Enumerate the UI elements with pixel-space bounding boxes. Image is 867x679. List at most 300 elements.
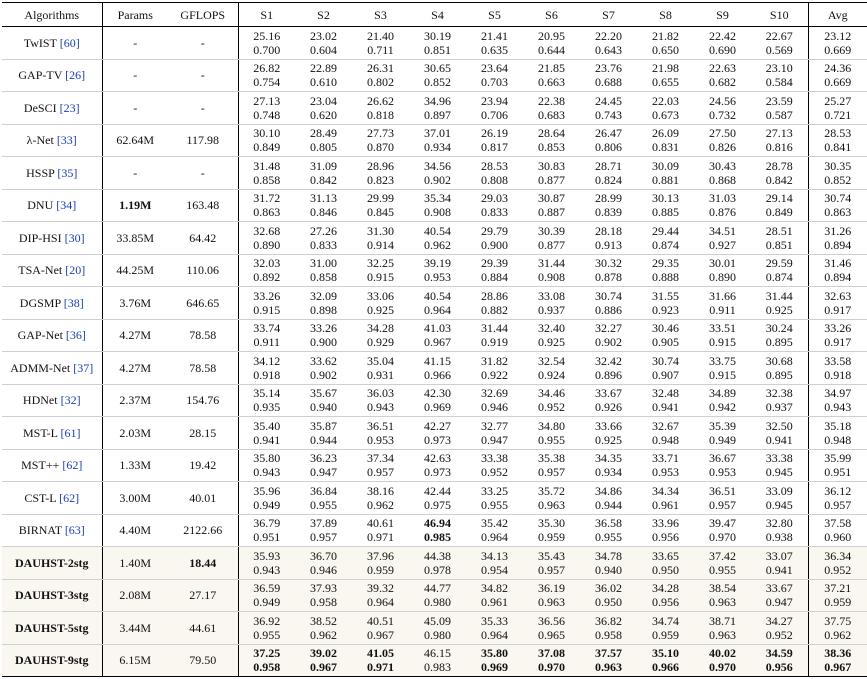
ssim-value: 0.888	[652, 270, 679, 285]
metric-cell	[466, 189, 523, 222]
metric-cell	[808, 547, 867, 580]
metric-cell	[808, 644, 867, 677]
psnr-value: 35.43	[538, 548, 565, 563]
psnr-value: 32.54	[538, 353, 565, 368]
algorithm-name: λ-Net	[26, 133, 54, 148]
algorithm-name: BIRNAT	[18, 523, 62, 538]
psnr-value: 36.12	[824, 483, 852, 498]
psnr-value: 41.05	[367, 646, 394, 661]
ssim-value: 0.985	[424, 530, 451, 545]
psnr-value: 34.78	[595, 548, 622, 563]
ssim-value: 0.917	[824, 302, 852, 317]
metric-cell	[637, 579, 694, 612]
psnr-value: 33.75	[709, 353, 736, 368]
psnr-value: 30.19	[424, 28, 451, 43]
metric-cell	[352, 514, 409, 547]
psnr-value: 35.67	[310, 386, 337, 401]
psnr-value: 31.82	[481, 353, 508, 368]
psnr-value: 29.14	[765, 191, 793, 206]
ssim-value: 0.721	[824, 107, 852, 122]
metric-cell	[409, 27, 466, 60]
psnr-value: 33.62	[310, 353, 337, 368]
ssim-value: 0.833	[481, 205, 508, 220]
ssim-value: 0.958	[310, 595, 337, 610]
psnr-value: 33.38	[481, 451, 508, 466]
ssim-value: 0.980	[424, 627, 451, 642]
citation-link[interactable]: [38]	[63, 295, 84, 310]
ssim-value: 0.802	[367, 75, 394, 90]
ssim-value: 0.732	[709, 107, 736, 122]
metric-cell	[409, 124, 466, 157]
algorithm-name: DeSCI	[23, 100, 57, 115]
ssim-value: 0.635	[481, 42, 508, 57]
ssim-value: 0.971	[367, 660, 394, 675]
ssim-value: 0.937	[538, 302, 565, 317]
ssim-value: 0.926	[595, 400, 622, 415]
citation-link[interactable]: [37]	[73, 360, 94, 375]
psnr-value: 31.55	[652, 288, 679, 303]
citation-link[interactable]: [62]	[62, 458, 83, 473]
psnr-value: 33.74	[253, 321, 281, 336]
psnr-value: 26.82	[253, 61, 281, 76]
params-cell: 4.27M	[102, 319, 168, 352]
ssim-value: 0.805	[310, 140, 337, 155]
metric-cell	[409, 417, 466, 450]
ssim-value: 0.947	[310, 465, 337, 480]
psnr-value: 35.38	[538, 451, 565, 466]
ssim-value: 0.950	[595, 595, 622, 610]
metric-cell	[751, 27, 808, 60]
citation-link[interactable]: [63]	[64, 523, 85, 538]
psnr-value: 36.82	[595, 613, 622, 628]
ssim-value: 0.711	[367, 42, 394, 57]
metric-cell	[580, 59, 637, 92]
psnr-value: 34.13	[481, 548, 508, 563]
metric-cell	[295, 92, 352, 125]
metric-cell	[409, 92, 466, 125]
metric-cell	[637, 319, 694, 352]
ssim-value: 0.817	[481, 140, 508, 155]
algorithm-name-cell	[2, 644, 102, 677]
ssim-value: 0.951	[253, 530, 281, 545]
metric-cell	[694, 579, 751, 612]
column-header: Params	[102, 3, 168, 27]
ssim-value: 0.955	[595, 530, 622, 545]
metric-cell	[466, 352, 523, 385]
ssim-value: 0.823	[367, 172, 394, 187]
psnr-value: 37.75	[824, 613, 852, 628]
metric-cell	[295, 319, 352, 352]
metric-cell	[238, 124, 295, 157]
metric-cell	[409, 547, 466, 580]
metric-cell	[694, 92, 751, 125]
psnr-value: 36.84	[310, 483, 337, 498]
metric-cell	[751, 222, 808, 255]
psnr-value: 28.53	[824, 126, 852, 141]
psnr-value: 30.65	[424, 61, 451, 76]
citation-link[interactable]: [35]	[57, 165, 78, 180]
psnr-value: 31.13	[310, 191, 337, 206]
metric-cell	[694, 59, 751, 92]
metric-cell	[523, 319, 580, 352]
metric-cell	[295, 449, 352, 482]
metric-cell	[466, 547, 523, 580]
ssim-value: 0.918	[824, 367, 852, 382]
ssim-value: 0.890	[253, 237, 281, 252]
ssim-value: 0.569	[765, 42, 793, 57]
citation-link[interactable]: [32]	[60, 393, 81, 408]
metric-cell	[751, 417, 808, 450]
metric-cell	[409, 59, 466, 92]
metric-cell	[580, 352, 637, 385]
gflops-cell: 646.65	[168, 287, 238, 320]
ssim-value: 0.845	[367, 205, 394, 220]
gflops-cell: 18.44	[168, 547, 238, 580]
table-row	[2, 514, 867, 547]
psnr-value: 38.16	[367, 483, 394, 498]
ssim-value: 0.808	[481, 172, 508, 187]
psnr-value: 35.96	[253, 483, 281, 498]
psnr-value: 32.63	[824, 288, 852, 303]
ssim-value: 0.964	[367, 595, 394, 610]
psnr-value: 34.96	[424, 93, 451, 108]
ssim-value: 0.902	[424, 172, 451, 187]
ssim-value: 0.842	[310, 172, 337, 187]
ssim-value: 0.908	[424, 205, 451, 220]
psnr-value: 37.21	[824, 581, 852, 596]
metric-cell	[409, 482, 466, 515]
ssim-value: 0.952	[824, 562, 852, 577]
metric-cell	[751, 124, 808, 157]
ssim-value: 0.895	[765, 335, 793, 350]
params-cell: 33.85M	[102, 222, 168, 255]
ssim-value: 0.824	[595, 172, 622, 187]
psnr-value: 36.59	[253, 581, 281, 596]
psnr-value: 34.74	[652, 613, 679, 628]
psnr-value: 34.12	[253, 353, 281, 368]
metric-cell	[808, 124, 867, 157]
ssim-value: 0.923	[652, 302, 679, 317]
metric-cell	[808, 27, 867, 60]
psnr-value: 22.89	[310, 61, 337, 76]
metric-cell	[580, 92, 637, 125]
ssim-value: 0.915	[709, 367, 736, 382]
metric-cell	[637, 157, 694, 190]
psnr-value: 40.54	[424, 288, 451, 303]
ssim-value: 0.943	[253, 562, 281, 577]
metric-cell	[295, 222, 352, 255]
psnr-value: 35.40	[253, 418, 281, 433]
algorithm-name: CST-L	[24, 490, 57, 505]
algorithm-name: MST-L	[23, 425, 58, 440]
ssim-value: 0.959	[538, 530, 565, 545]
ssim-value: 0.907	[652, 367, 679, 382]
metric-cell	[637, 124, 694, 157]
metric-cell	[580, 417, 637, 450]
psnr-value: 27.13	[253, 93, 281, 108]
psnr-value: 36.92	[253, 613, 281, 628]
psnr-value: 34.51	[709, 223, 736, 238]
citation-link[interactable]: [60]	[59, 35, 80, 50]
gflops-cell: 44.61	[168, 612, 238, 645]
ssim-value: 0.948	[824, 432, 852, 447]
metric-cell	[523, 157, 580, 190]
psnr-value: 34.28	[367, 321, 394, 336]
metric-cell	[352, 352, 409, 385]
params-cell: 6.15M	[102, 644, 168, 677]
metric-cell	[409, 579, 466, 612]
psnr-value: 35.42	[481, 516, 508, 531]
ssim-value: 0.849	[253, 140, 281, 155]
psnr-value: 22.67	[765, 28, 793, 43]
ssim-value: 0.943	[253, 465, 281, 480]
psnr-value: 46.94	[424, 516, 451, 531]
psnr-value: 38.71	[709, 613, 736, 628]
psnr-value: 45.09	[424, 613, 451, 628]
metric-cell	[409, 189, 466, 222]
algorithm-name-cell	[2, 384, 102, 417]
metric-cell	[523, 644, 580, 677]
table-row	[2, 92, 867, 125]
table-row	[2, 384, 867, 417]
psnr-value: 23.94	[481, 93, 508, 108]
metric-cell	[580, 222, 637, 255]
metric-cell	[808, 189, 867, 222]
psnr-value: 34.86	[595, 483, 622, 498]
metric-cell	[466, 449, 523, 482]
ssim-value: 0.959	[652, 627, 679, 642]
metric-cell	[295, 254, 352, 287]
ssim-value: 0.900	[481, 237, 508, 252]
citation-link[interactable]: [36]	[65, 328, 86, 343]
ssim-value: 0.967	[310, 660, 337, 675]
ssim-value: 0.650	[652, 42, 679, 57]
ssim-value: 0.956	[765, 660, 793, 675]
algorithm-name: TSA-Net	[18, 263, 63, 278]
ssim-value: 0.853	[538, 140, 565, 155]
ssim-value: 0.902	[310, 367, 337, 382]
ssim-value: 0.885	[652, 205, 679, 220]
citation-link[interactable]: [61]	[60, 425, 81, 440]
params-cell: 3.44M	[102, 612, 168, 645]
metric-cell	[523, 612, 580, 645]
ssim-value: 0.941	[253, 432, 281, 447]
ssim-value: 0.918	[253, 367, 281, 382]
ssim-value: 0.587	[765, 107, 793, 122]
ssim-value: 0.947	[481, 432, 508, 447]
psnr-value: 32.50	[765, 418, 793, 433]
psnr-value: 37.93	[310, 581, 337, 596]
algorithm-name: MST++	[21, 458, 60, 473]
ssim-value: 0.818	[367, 107, 394, 122]
metric-cell	[238, 59, 295, 92]
ssim-value: 0.874	[765, 270, 793, 285]
metric-cell	[808, 417, 867, 450]
psnr-value: 33.26	[253, 288, 281, 303]
metric-cell	[409, 319, 466, 352]
column-header: S7	[580, 3, 637, 27]
citation-link[interactable]: [20]	[65, 263, 86, 278]
metric-cell	[352, 612, 409, 645]
metric-cell	[295, 482, 352, 515]
column-header: Algorithms	[2, 3, 102, 27]
ssim-value: 0.957	[538, 562, 565, 577]
citation-link[interactable]: [23]	[59, 100, 80, 115]
ssim-value: 0.963	[709, 627, 736, 642]
ssim-value: 0.881	[652, 172, 679, 187]
params-cell: -	[102, 59, 168, 92]
metric-cell	[580, 254, 637, 287]
psnr-value: 36.67	[709, 451, 736, 466]
ssim-value: 0.955	[709, 562, 736, 577]
psnr-value: 21.40	[367, 28, 394, 43]
ssim-value: 0.934	[424, 140, 451, 155]
psnr-value: 22.63	[709, 61, 736, 76]
ssim-value: 0.898	[310, 302, 337, 317]
ssim-value: 0.842	[765, 172, 793, 187]
psnr-value: 34.28	[652, 581, 679, 596]
table-row	[2, 287, 867, 320]
metric-cell	[238, 352, 295, 385]
metric-cell	[808, 579, 867, 612]
psnr-value: 20.95	[538, 28, 565, 43]
metric-cell	[694, 449, 751, 482]
ssim-value: 0.957	[824, 497, 852, 512]
ssim-value: 0.946	[310, 562, 337, 577]
metric-cell	[694, 514, 751, 547]
ssim-value: 0.673	[652, 107, 679, 122]
metric-cell	[580, 514, 637, 547]
psnr-value: 31.09	[310, 158, 337, 173]
column-header: S1	[238, 3, 295, 27]
psnr-value: 35.80	[481, 646, 508, 661]
psnr-value: 32.38	[765, 386, 793, 401]
metric-cell	[751, 384, 808, 417]
metric-cell	[238, 287, 295, 320]
ssim-value: 0.983	[424, 660, 451, 675]
ssim-value: 0.877	[538, 237, 565, 252]
ssim-value: 0.964	[481, 627, 508, 642]
metric-cell	[808, 319, 867, 352]
psnr-value: 21.82	[652, 28, 679, 43]
algorithm-name-cell	[2, 417, 102, 450]
ssim-value: 0.858	[253, 172, 281, 187]
ssim-value: 0.944	[310, 432, 337, 447]
ssim-value: 0.973	[424, 432, 451, 447]
metric-cell	[580, 482, 637, 515]
ssim-value: 0.894	[824, 237, 852, 252]
column-header: S10	[751, 3, 808, 27]
metric-cell	[238, 189, 295, 222]
psnr-value: 33.07	[765, 548, 793, 563]
psnr-value: 36.51	[367, 418, 394, 433]
ssim-value: 0.957	[310, 530, 337, 545]
metric-cell	[238, 157, 295, 190]
metric-cell	[580, 449, 637, 482]
citation-link[interactable]: [30]	[64, 230, 85, 245]
metric-cell	[580, 644, 637, 677]
ssim-value: 0.663	[538, 75, 565, 90]
ssim-value: 0.688	[595, 75, 622, 90]
ssim-value: 0.955	[481, 497, 508, 512]
metric-cell	[523, 579, 580, 612]
ssim-value: 0.953	[709, 465, 736, 480]
citation-link[interactable]: [33]	[56, 133, 77, 148]
psnr-value: 35.93	[253, 548, 281, 563]
metric-cell	[466, 124, 523, 157]
metric-cell	[694, 352, 751, 385]
metric-cell	[409, 352, 466, 385]
ssim-value: 0.852	[824, 172, 852, 187]
metric-cell	[352, 417, 409, 450]
ssim-value: 0.949	[253, 595, 281, 610]
ssim-value: 0.849	[765, 205, 793, 220]
psnr-value: 35.34	[424, 191, 451, 206]
psnr-value: 28.18	[595, 223, 622, 238]
psnr-value: 35.10	[652, 646, 679, 661]
results-table-container	[2, 2, 865, 677]
algorithm-name: DAUHST-3stg	[14, 588, 89, 603]
ssim-value: 0.975	[424, 497, 451, 512]
psnr-value: 34.89	[709, 386, 736, 401]
ssim-value: 0.669	[824, 75, 852, 90]
ssim-value: 0.610	[310, 75, 337, 90]
metric-cell	[751, 319, 808, 352]
metric-cell	[238, 482, 295, 515]
ssim-value: 0.956	[652, 530, 679, 545]
metric-cell	[238, 547, 295, 580]
metric-cell	[238, 514, 295, 547]
algorithm-name: ADMM-Net	[10, 360, 71, 375]
metric-cell	[808, 514, 867, 547]
metric-cell	[694, 189, 751, 222]
citation-link[interactable]: [62]	[59, 490, 80, 505]
psnr-value: 35.80	[253, 451, 281, 466]
metric-cell	[637, 287, 694, 320]
params-cell: 4.27M	[102, 352, 168, 385]
ssim-value: 0.816	[765, 140, 793, 155]
ssim-value: 0.952	[765, 627, 793, 642]
ssim-value: 0.967	[424, 335, 451, 350]
psnr-value: 31.48	[253, 158, 281, 173]
ssim-value: 0.955	[310, 497, 337, 512]
citation-link[interactable]: [34]	[56, 198, 77, 213]
ssim-value: 0.908	[538, 270, 565, 285]
metric-cell	[523, 514, 580, 547]
metric-cell	[295, 352, 352, 385]
psnr-value: 41.15	[424, 353, 451, 368]
psnr-value: 30.68	[765, 353, 793, 368]
ssim-value: 0.911	[709, 302, 736, 317]
metric-cell	[808, 59, 867, 92]
citation-link[interactable]: [26]	[65, 68, 86, 83]
ssim-value: 0.690	[709, 42, 736, 57]
table-row	[2, 449, 867, 482]
psnr-value: 37.42	[709, 548, 736, 563]
ssim-value: 0.846	[310, 205, 337, 220]
ssim-value: 0.884	[481, 270, 508, 285]
metric-cell	[637, 547, 694, 580]
psnr-value: 38.52	[310, 613, 337, 628]
ssim-value: 0.706	[481, 107, 508, 122]
params-cell: 4.40M	[102, 514, 168, 547]
ssim-value: 0.962	[367, 497, 394, 512]
psnr-value: 30.09	[652, 158, 679, 173]
psnr-value: 35.99	[824, 451, 852, 466]
psnr-value: 32.67	[652, 418, 679, 433]
psnr-value: 34.82	[481, 581, 508, 596]
psnr-value: 39.19	[424, 256, 451, 271]
